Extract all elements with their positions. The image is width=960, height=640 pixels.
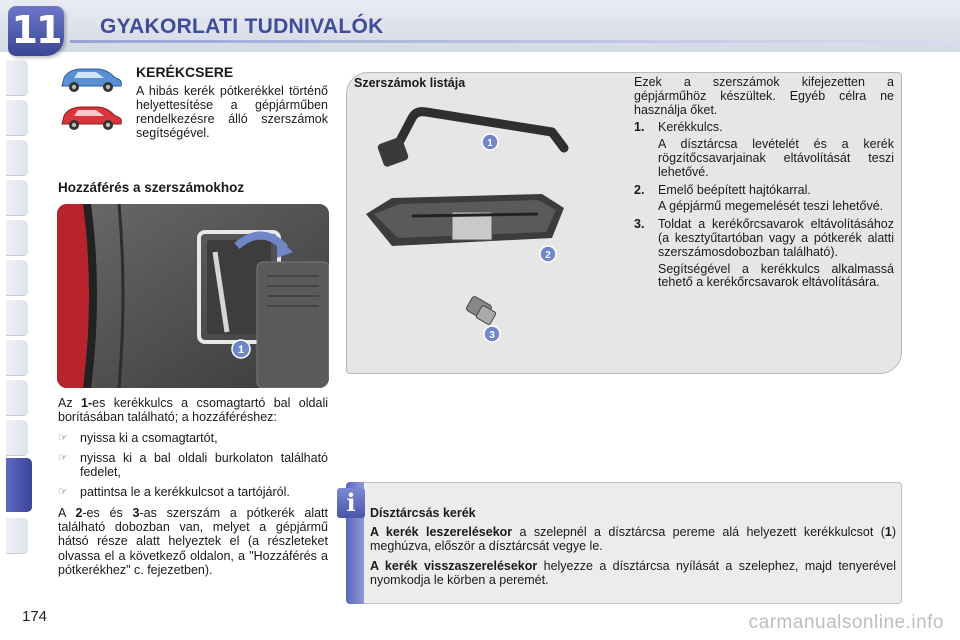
side-tab-active[interactable] bbox=[6, 458, 32, 512]
side-tab[interactable] bbox=[6, 100, 28, 136]
text-run: Az bbox=[58, 396, 81, 410]
side-tab[interactable] bbox=[6, 60, 28, 96]
info-icon: i bbox=[337, 488, 365, 518]
text-run: -es és bbox=[82, 505, 133, 520]
spare-wheel-paragraph bbox=[58, 506, 328, 577]
side-tab[interactable] bbox=[6, 220, 28, 256]
watermark: carmanualsonline.info bbox=[748, 612, 944, 633]
page-number: 174 bbox=[22, 608, 48, 625]
tool-description: A dísztárcsa levételét és a kerék rögzítőcsavarjainak eltávolítását teszi lehetővé. bbox=[658, 137, 894, 179]
chapter-number-badge: 11 bbox=[8, 6, 64, 56]
info-title-text: Dísztárcsás kerék bbox=[370, 506, 476, 520]
text-run: ) meghúzva, először a dísztárcsát vegye le. bbox=[370, 525, 897, 554]
list-item bbox=[58, 485, 328, 499]
blue-car-icon bbox=[58, 64, 124, 94]
info-title bbox=[370, 506, 896, 520]
tool-description: Segítségével a kerékkulcs alkalmassá tehető a kerékőrcsavarok eltávolítására. bbox=[658, 261, 894, 290]
trunk-illustration bbox=[57, 204, 329, 388]
text-run-bold: A kerék visszaszerelésekor bbox=[370, 558, 538, 573]
side-tab[interactable] bbox=[6, 380, 28, 416]
tools-intro: Ezek a szerszámok kifejezetten a gépjárműhöz készültek. Egyéb célra ne használja őket. bbox=[634, 75, 894, 117]
tool-name: Kerékkulcs. bbox=[658, 120, 723, 135]
list-item bbox=[58, 451, 328, 480]
tools-title: Szerszámok listája bbox=[354, 76, 466, 90]
tool-item bbox=[634, 218, 894, 259]
section-title: KERÉKCSERE bbox=[136, 64, 234, 80]
side-tab[interactable] bbox=[6, 340, 28, 376]
tool-number: 2. bbox=[634, 182, 645, 197]
callout-2-label: 2 bbox=[545, 250, 551, 261]
list-item-text: pattintsa le a kerékkulcsot a tartójáról. bbox=[80, 485, 290, 500]
side-tab[interactable] bbox=[6, 180, 28, 216]
list-item bbox=[58, 431, 328, 445]
tools-illustration bbox=[352, 96, 582, 366]
red-car-icon bbox=[58, 102, 124, 132]
text-run: helyezze a dísztárcsa nyílását a szelephez, majd tenyerével nyomkodja le körben a peremét. bbox=[370, 558, 896, 587]
text-run-bold: A kerék leszerelésekor bbox=[370, 525, 513, 540]
tool-number: 1. bbox=[634, 120, 645, 135]
access-paragraph bbox=[58, 396, 328, 425]
side-tab-strip bbox=[6, 60, 28, 580]
info-content bbox=[370, 506, 896, 592]
text-run: -as szerszám a pótkerék alatt található dobozban van, melyet a gépjármű hátsó része alatt helyeztek el (a részleteket olvassa el a következő oldalon, a "Hozzáférés a pótkerékhez" c. fejezetben). bbox=[58, 505, 328, 577]
callout-1-label: 1 bbox=[487, 138, 493, 149]
text-run: es kerékkulcs a csomagtartó bal oldali borításában található; a hozzáféréshez: bbox=[58, 396, 328, 425]
pointing-hand-icon: ☞ bbox=[58, 451, 68, 464]
list-item-text: nyissa ki a bal oldali burkolaton található fedelet, bbox=[80, 450, 328, 480]
tool-reference: 2 bbox=[75, 505, 83, 520]
tool-name: Toldat a kerékőrcsavarok eltávolításához (a kesztyűtartóban vagy a pótkerék alatti szerszámosdobozban található). bbox=[658, 217, 894, 259]
tools-description bbox=[634, 76, 894, 294]
subsection-title: Hozzáférés a szerszámokhoz bbox=[58, 180, 245, 195]
chapter-title: GYAKORLATI TUDNIVALÓK bbox=[100, 15, 384, 38]
tool-reference: 1- bbox=[81, 396, 93, 410]
info-paragraph bbox=[370, 525, 896, 553]
text-run: A bbox=[58, 505, 76, 520]
side-tab[interactable] bbox=[6, 518, 28, 554]
side-tab[interactable] bbox=[6, 140, 28, 176]
info-paragraph bbox=[370, 559, 896, 587]
intro-text: A hibás kerék pótkerékkel történő helyettesítése a gépjárműben rendelkezésre álló szerszámok segítségével. bbox=[136, 84, 328, 140]
pointing-hand-icon: ☞ bbox=[58, 431, 68, 444]
tool-reference: 3 bbox=[132, 505, 140, 520]
tool-item bbox=[634, 121, 894, 135]
tool-item bbox=[634, 184, 894, 198]
callout-1-label: 1 bbox=[237, 344, 245, 356]
side-tab[interactable] bbox=[6, 260, 28, 296]
list-item-text: nyissa ki a csomagtartót, bbox=[80, 430, 218, 445]
pointing-hand-icon: ☞ bbox=[58, 486, 68, 499]
callout-3-label: 3 bbox=[489, 330, 495, 341]
side-tab[interactable] bbox=[6, 300, 28, 336]
tool-reference: 1 bbox=[884, 525, 892, 540]
access-instructions bbox=[58, 396, 328, 583]
side-tab[interactable] bbox=[6, 420, 28, 456]
header-rule bbox=[70, 40, 950, 43]
tool-name: Emelő beépített hajtókarral. bbox=[658, 182, 811, 197]
tool-description: A gépjármű megemelését teszi lehetővé. bbox=[658, 199, 884, 214]
text-run: a szelepnél a dísztárcsa pereme alá helyezett kerékkulcsot ( bbox=[512, 525, 885, 540]
tool-number: 3. bbox=[634, 217, 645, 232]
